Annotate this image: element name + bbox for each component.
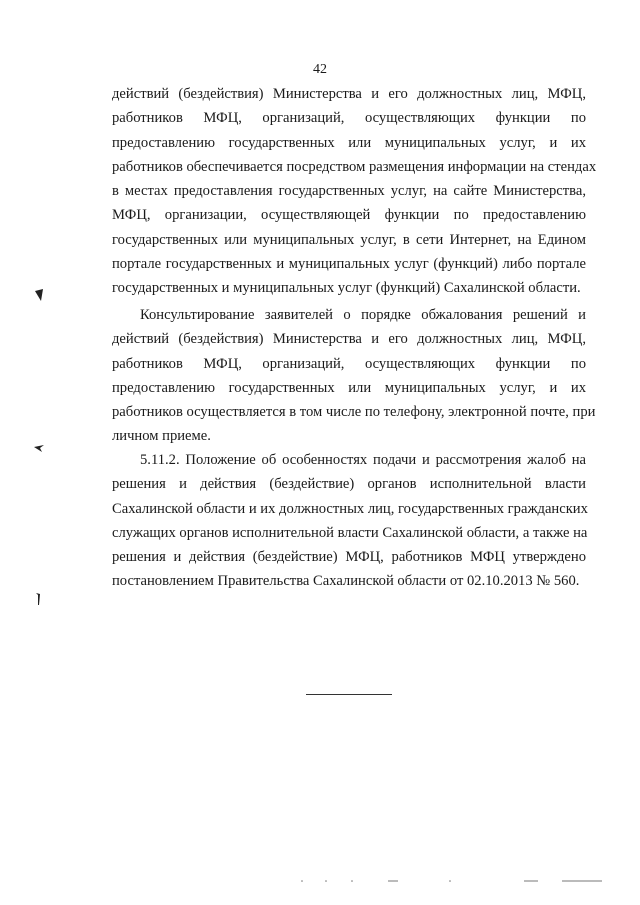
text-line: государственных или муниципальных услуг, в сети Интернет, на Едином — [112, 231, 586, 248]
text-line: Сахалинской области и их должностных лиц, государственных гражданских — [112, 500, 588, 517]
text-line: личном приеме. — [112, 428, 211, 445]
text-line: работников МФЦ, организаций, осуществляющих функции по — [112, 110, 586, 127]
page-number: 42 — [313, 62, 327, 77]
text-line: работников осуществляется в том числе по телефону, электронной почте, при — [112, 404, 596, 421]
text-line: действий (бездействия) Министерства и его должностных лиц, МФЦ, — [112, 86, 586, 102]
scan-noise — [300, 879, 620, 883]
paragraph-2 — [112, 303, 596, 449]
text-line: портале государственных и муниципальных услуг (функций) либо портале — [112, 256, 586, 273]
text-line: предоставлению государственных или муниципальных услуг, и их — [112, 379, 586, 396]
text-line: Консультирование заявителей о порядке обжалования решений и — [140, 307, 586, 323]
paragraph-3 — [112, 448, 586, 594]
text-line: предоставлению государственных или муниципальных услуг, и их — [112, 134, 586, 151]
text-line: действий (бездействия) Министерства и его должностных лиц, МФЦ, — [112, 331, 586, 348]
text-line: постановлением Правительства Сахалинской области от 02.10.2013 № 560. — [112, 573, 580, 590]
end-separator-line — [306, 694, 392, 695]
text-line: решения и действия (бездействие) органов исполнительной власти — [112, 476, 586, 493]
text-line: МФЦ, организации, осуществляющей функции по предоставлению — [112, 207, 586, 224]
scan-mark-icon — [34, 591, 44, 605]
paragraph-1 — [112, 82, 597, 301]
text-line: 5.11.2. Положение об особенностях подачи и рассмотрения жалоб на — [140, 452, 586, 468]
text-line: работников обеспечивается посредством размещения информации на стендах — [112, 158, 597, 175]
scan-mark-icon — [34, 440, 44, 454]
text-line: в местах предоставления государственных услуг, на сайте Министерства, — [112, 183, 586, 200]
text-line: работников МФЦ, организаций, осуществляющих функции по — [112, 355, 586, 372]
text-line: государственных и муниципальных услуг (функций) Сахалинской области. — [112, 280, 581, 297]
text-line: решения и действия (бездействие) МФЦ, работников МФЦ утверждено — [112, 549, 586, 566]
text-line: служащих органов исполнительной власти Сахалинской области, а также на — [112, 524, 588, 541]
scan-mark-icon — [34, 288, 44, 302]
